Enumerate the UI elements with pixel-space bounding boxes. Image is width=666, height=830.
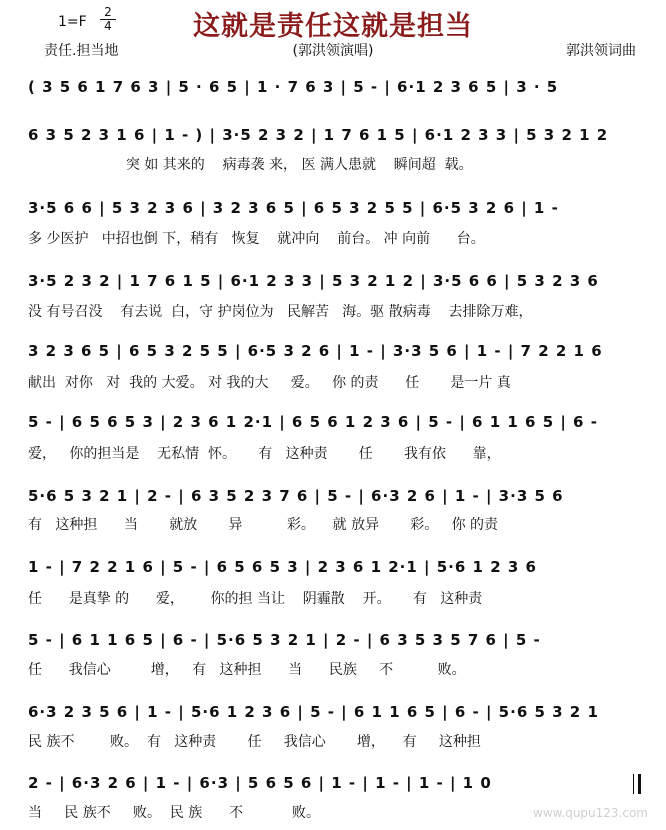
final-barline-thick xyxy=(638,774,641,794)
watermark: www.qupu123.com xyxy=(533,806,648,820)
meter-bottom: 4 xyxy=(104,19,112,33)
notation-line: 2 - | 6·3 2 6 | 1 - | 6·3 | 5 6 5 6 | 1 - | 1 - | 1 - | 1 0 xyxy=(28,774,492,792)
lyric-line xyxy=(28,104,636,126)
lyric-line: 突 如 其来的 病毒袭 来， 医 满人患就 瞬间超 载。 xyxy=(28,157,473,173)
composer-credit: 郭洪领词曲 xyxy=(566,43,636,59)
song-subtitle: 责任.担当地 xyxy=(44,43,119,59)
notation-line: 5 - | 6 1 1 6 5 | 6 - | 5·6 5 3 2 1 | 2 - | 6 3 5 3 5 7 6 | 5 - xyxy=(28,631,541,649)
notation-line: 1 - | 7 2 2 1 6 | 5 - | 6 5 6 5 3 | 2 3 6 1 2·1 | 5·6 1 2 3 6 xyxy=(28,558,537,576)
lyric-line: 任 我信心 增， 有 这种担 当 民族 不 败。 xyxy=(28,662,466,678)
notation-line: 3·5 6 6 | 5 3 2 3 6 | 3 2 3 6 5 | 6 5 3 2 5 5 | 6·5 3 2 6 | 1 - xyxy=(28,199,559,217)
lyric-line: 多 少医护 中招也倒 下，稍有 恢复 就冲向 前台。 冲 向前 台。 xyxy=(28,231,485,247)
meter-top: 2 xyxy=(100,6,116,20)
notation-line: 5·6 5 3 2 1 | 2 - | 6 3 5 2 3 7 6 | 5 - | 6·3 2 6 | 1 - | 3·3 5 6 xyxy=(28,487,564,505)
lyric-line: 没 有号召没 有去说 白，守 护岗位为 民解苦 海。驱 散病毒 去排除万难， xyxy=(28,304,533,320)
key-signature: 1=F xyxy=(58,14,87,30)
notation-line: 6 3 5 2 3 1 6 | 1 - ) | 3·5 2 3 2 | 1 7 6 1 5 | 6·1 2 3 3 | 5 3 2 1 2 xyxy=(28,126,609,144)
song-title: 这就是责任这就是担当 xyxy=(193,11,473,42)
lyric-line: 有 这种担 当 就放 异 彩。 就 放异 彩。 你 的责 xyxy=(28,517,499,533)
notation-line: 3 2 3 6 5 | 6 5 3 2 5 5 | 6·5 3 2 6 | 1 - | 3·3 5 6 | 1 - | 7 2 2 1 6 xyxy=(28,342,603,360)
final-barline-thin xyxy=(633,774,634,794)
notation-line: 5 - | 6 5 6 5 3 | 2 3 6 1 2·1 | 6 5 6 1 2 3 6 | 5 - | 6 1 1 6 5 | 6 - xyxy=(28,413,598,431)
lyric-line: 献出 对你 对 我的 大爱。 对 我的大 爱。 你 的责 任 是一片 真 xyxy=(28,375,511,391)
notation-line: 3·5 2 3 2 | 1 7 6 1 5 | 6·1 2 3 3 | 5 3 2 1 2 | 3·5 6 6 | 5 3 2 3 6 xyxy=(28,272,599,290)
lyric-line: 爱， 你的担当是 无私情 怀。 有 这种责 任 我有依 靠， xyxy=(28,446,501,462)
singer-credit: (郭洪领演唱) xyxy=(292,43,374,59)
lyric-line: 民 族不 败。 有 这种责 任 我信心 增， 有 这种担 xyxy=(28,734,481,750)
notation-line: 6·3 2 3 5 6 | 1 - | 5·6 1 2 3 6 | 5 - | 6 1 1 6 5 | 6 - | 5·6 5 3 2 1 xyxy=(28,703,599,721)
lyric-line: 当 民 族不 败。 民 族 不 败。 xyxy=(28,805,320,821)
lyric-line: 任 是真挚 的 爱， 你的担 当让 阴霾散 开。 有 这种责 xyxy=(28,591,483,607)
notation-line: ( 3 5 6 1 7 6 3 | 5 · 6 5 | 1 · 7 6 3 | 5 - | 6·1 2 3 6 5 | 3 · 5 xyxy=(28,78,559,96)
